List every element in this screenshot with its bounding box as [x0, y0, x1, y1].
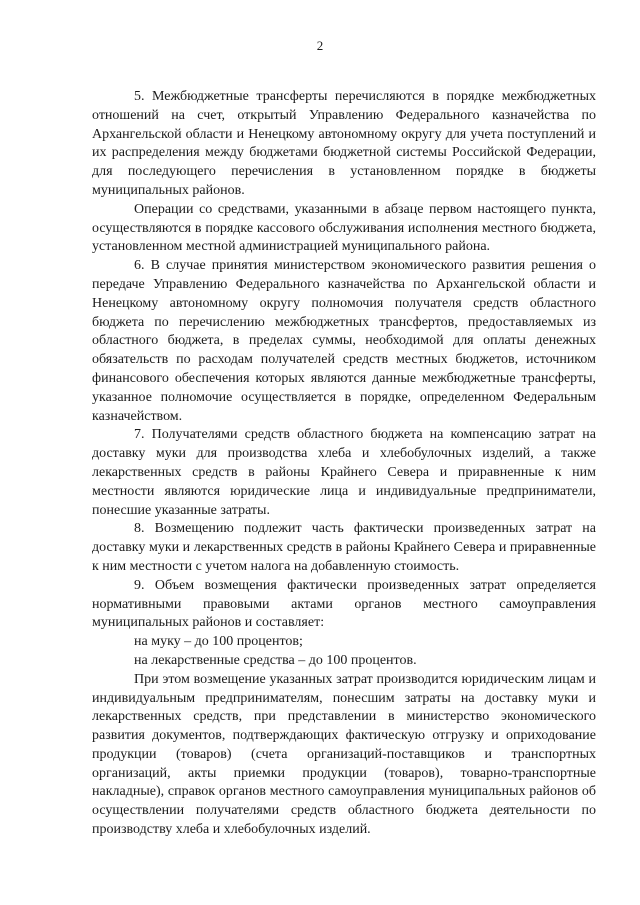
paragraph-5-operations: Операции со средствами, указанными в абзаце первом настоящего пункта, осуществляются в порядке кассового обслуживания исполнения местного бюджета, установленном местной администрацией муниципального района.: [92, 201, 596, 255]
paragraph-7: 7. Получателями средств областного бюджета на компенсацию затрат на доставку муки для производства хлеба и хлебобулочных изделий, а также лекарственных средств в районы Крайнего Севера и приравненные к ним местности являются юридические лица и индивидуальные предприниматели, понесшие указанные затраты.: [92, 427, 596, 518]
paragraph-6: 6. В случае принятия министерством экономического развития решения о передаче Управлению Федерального казначейства по Архангельской области и Ненецкому автономному округу полномочия получателя средств областного бюджета по перечислению межбюджетных трансфертов, предоставляемых из областного бюджета, в пределах суммы, необходимой для оплаты денежных обязательств по расходам получателей средств местных бюджетов, источником финансового обеспечения которых являются данные межбюджетные трансферты, указанное полномочие осуществляется в порядке, определенном Федеральным казначейством.: [92, 258, 596, 424]
paragraph-8: 8. Возмещению подлежит часть фактически произведенных затрат на доставку муки и лекарственных средств в районы Крайнего Севера и приравненные к ним местности с учетом налога на добавленную стоимость.: [92, 521, 596, 574]
document-body: [92, 88, 596, 840]
paragraph-9: 9. Объем возмещения фактически произведенных затрат определяется нормативными правовыми актами органов местного самоуправления муниципальных районов и составляет:: [92, 577, 596, 631]
page-number: 2: [316, 38, 324, 53]
paragraph-9-reimbursement: При этом возмещение указанных затрат производится юридическим лицам и индивидуальным предпринимателям, понесшим затраты на доставку муки и лекарственных средств, при представлении в министерство экономического развития документов, подтверждающих фактическую отгрузку и оприходование продукции (товаров) (счета организаций-поставщиков и транспортных организаций, акты приемки продукции (товаров), товарно-транспортные накладные), справок органов местного самоуправления муниципальных районов об осуществлении получателями средств областного бюджета деятельности по производству хлеба и хлебобулочных изделий.: [92, 671, 596, 838]
list-item-flour: на муку – до 100 процентов;: [134, 634, 303, 650]
paragraph-5: 5. Межбюджетные трансферты перечисляются в порядке межбюджетных отношений на счет, открытый Управлению Федерального казначейства по Архангельской области и Ненецкому автономному округу для учета поступлений и их распределения между бюджетами бюджетной системы Российской Федерации, для последующего перечисления в установленном порядке в бюджеты муниципальных районов.: [92, 89, 596, 198]
list-item-medicines: на лекарственные средства – до 100 процентов.: [134, 652, 417, 668]
